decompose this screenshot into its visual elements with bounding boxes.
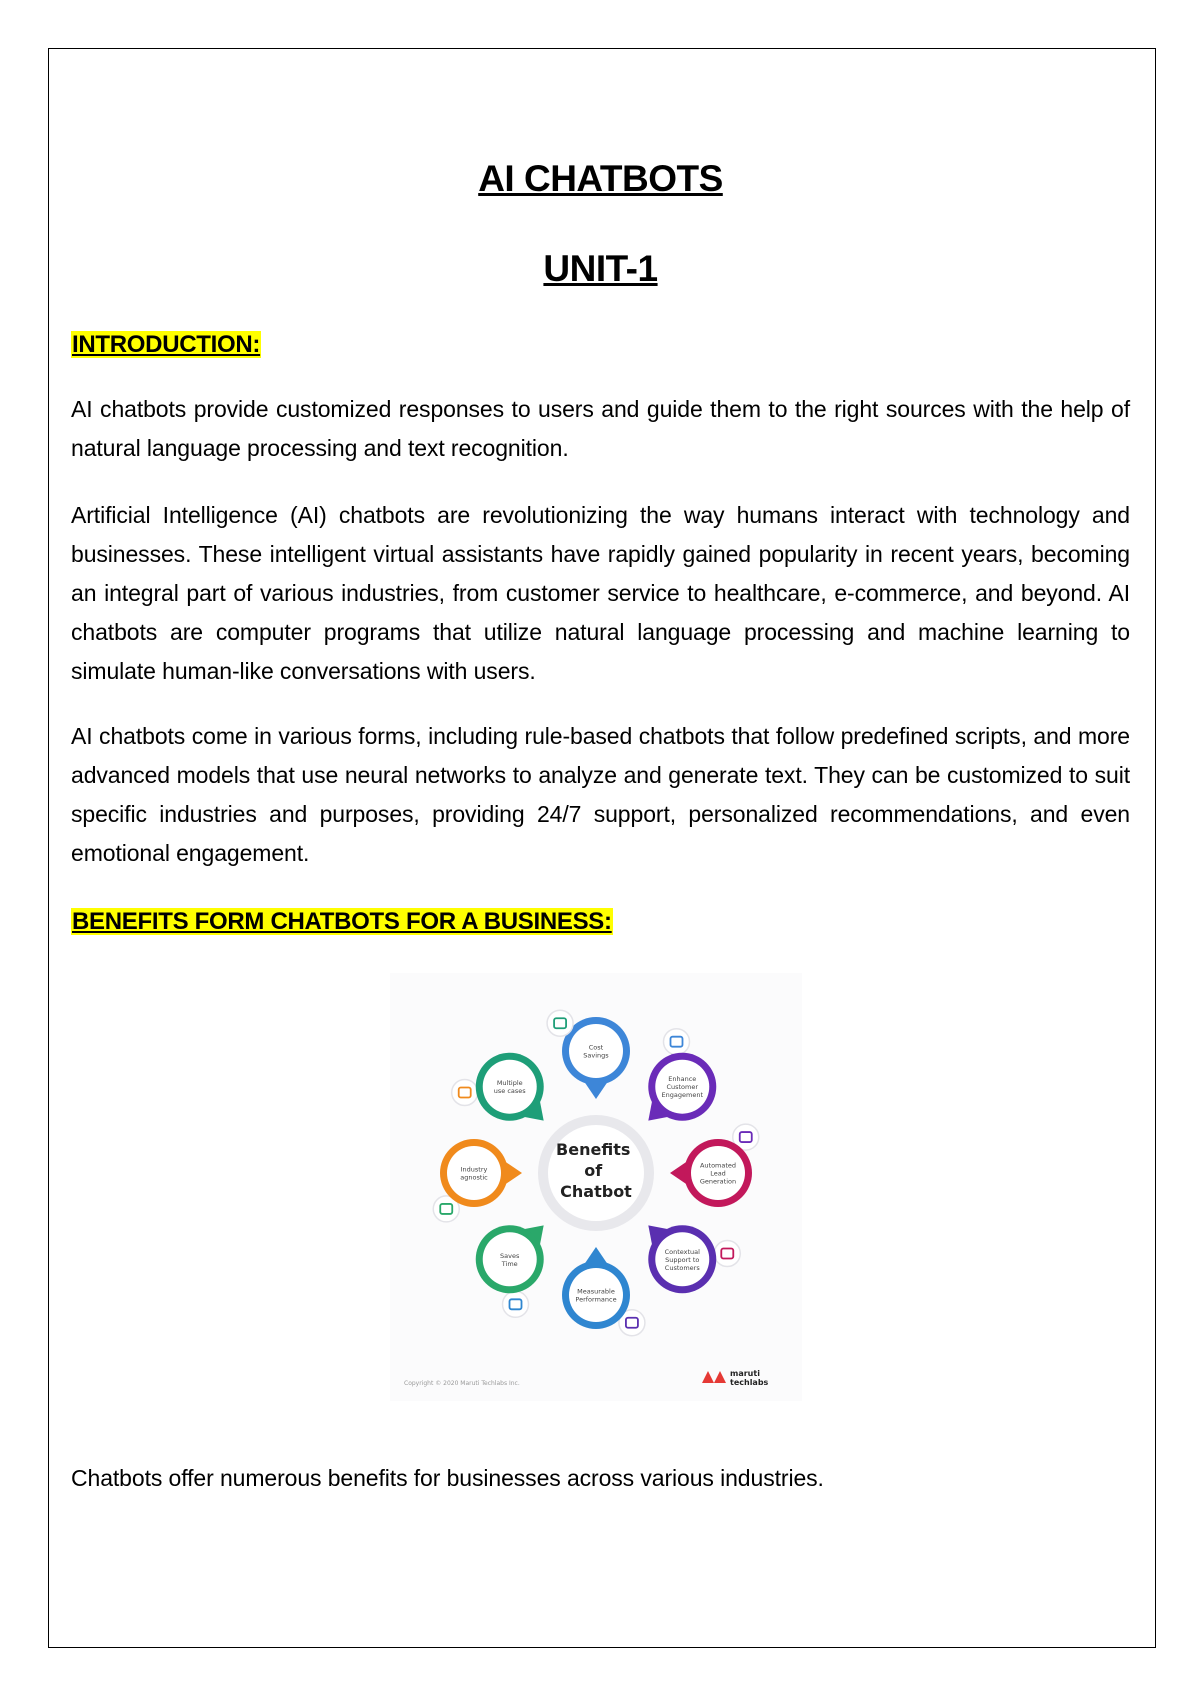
logo-mark <box>702 1371 726 1383</box>
intro-paragraph-1: AI chatbots provide customized responses to users and guide them to the right sources with the help of natural language processing and text recognition. <box>71 395 1130 461</box>
node-label-line: Multiple <box>496 1079 523 1088</box>
node-label-line: Customers <box>664 1263 700 1272</box>
node-label-line: Contextual <box>664 1247 700 1256</box>
node-label-line: Performance <box>574 1295 617 1304</box>
node-label-line: Saves <box>499 1251 519 1260</box>
node-label-line: agnostic <box>459 1173 488 1182</box>
benefit-node <box>618 1225 715 1335</box>
node-label-line: Engagement <box>661 1091 703 1100</box>
node-label-line: use cases <box>493 1087 526 1096</box>
node-label-line: Customer <box>665 1083 698 1092</box>
node-label-line: Generation <box>699 1177 736 1186</box>
benefits-diagram <box>390 973 802 1401</box>
benefits-heading-text: BENEFITS FORM CHATBOTS FOR A BUSINESS: <box>72 907 612 935</box>
logo-text-2: techlabs <box>729 1377 768 1387</box>
figure-copyright: Copyright © 2020 Maruti Techlabs Inc. <box>403 1379 520 1387</box>
node-label-line: Savings <box>582 1051 609 1060</box>
benefits-of-chatbot-figure <box>390 973 802 1401</box>
benefits-heading <box>71 907 1130 937</box>
logo-text-1: maruti <box>729 1368 760 1378</box>
node-label-line: Cost <box>588 1043 603 1052</box>
unit-title: UNIT-1 <box>543 248 658 290</box>
benefit-node <box>475 1010 572 1120</box>
intro-paragraph-3: AI chatbots come in various forms, including rule-based chatbots that follow predefined scripts, and more advanced models that use neural networks to analyze and generate text. They can be customized to suit specific industries and purposes, providing 24/7 support, personalized recommendations, and even emotional engagement. <box>71 722 1130 866</box>
factory-icon <box>451 1079 477 1105</box>
benefit-node <box>433 1196 543 1293</box>
center-line-2: of <box>583 1160 602 1180</box>
closing-paragraph: Chatbots offer numerous benefits for businesses across various industries. <box>71 1464 824 1491</box>
presentation-icon <box>502 1291 528 1317</box>
maruti-techlabs-logo <box>702 1369 769 1387</box>
puzzle-icon <box>663 1028 689 1054</box>
node-label-line: Support to <box>664 1255 699 1264</box>
network-icon <box>547 1010 573 1036</box>
document-body <box>71 145 1130 1498</box>
node-label-line: Measurable <box>576 1287 615 1296</box>
node-label-line: Enhance <box>667 1075 696 1084</box>
center-line-3: Chatbot <box>559 1181 632 1201</box>
intro-paragraph-2: Artificial Intelligence (AI) chatbots are revolutionizing the way humans interact with technology and businesses. These intelligent virtual assistants have rapidly gained popularity in recent years, becoming an integral part of various industries, from customer service to healthcare, e-commerce, and beyond. AI chatbots are computer programs that utilize natural language processing and machine learning to simulate human-like conversations with users. <box>71 501 1130 684</box>
introduction-heading-text: INTRODUCTION: <box>72 330 261 358</box>
benefit-node <box>648 1053 758 1150</box>
document-title: AI CHATBOTS <box>478 158 723 199</box>
people-icon <box>714 1240 740 1266</box>
introduction-heading <box>71 330 1130 360</box>
node-label-line: Industry <box>460 1165 487 1174</box>
node-label-line: Time <box>501 1259 518 1268</box>
node-label-line: Lead <box>709 1169 726 1178</box>
node-label-line: Automated <box>699 1161 736 1170</box>
center-line-1: Benefits <box>555 1139 630 1159</box>
